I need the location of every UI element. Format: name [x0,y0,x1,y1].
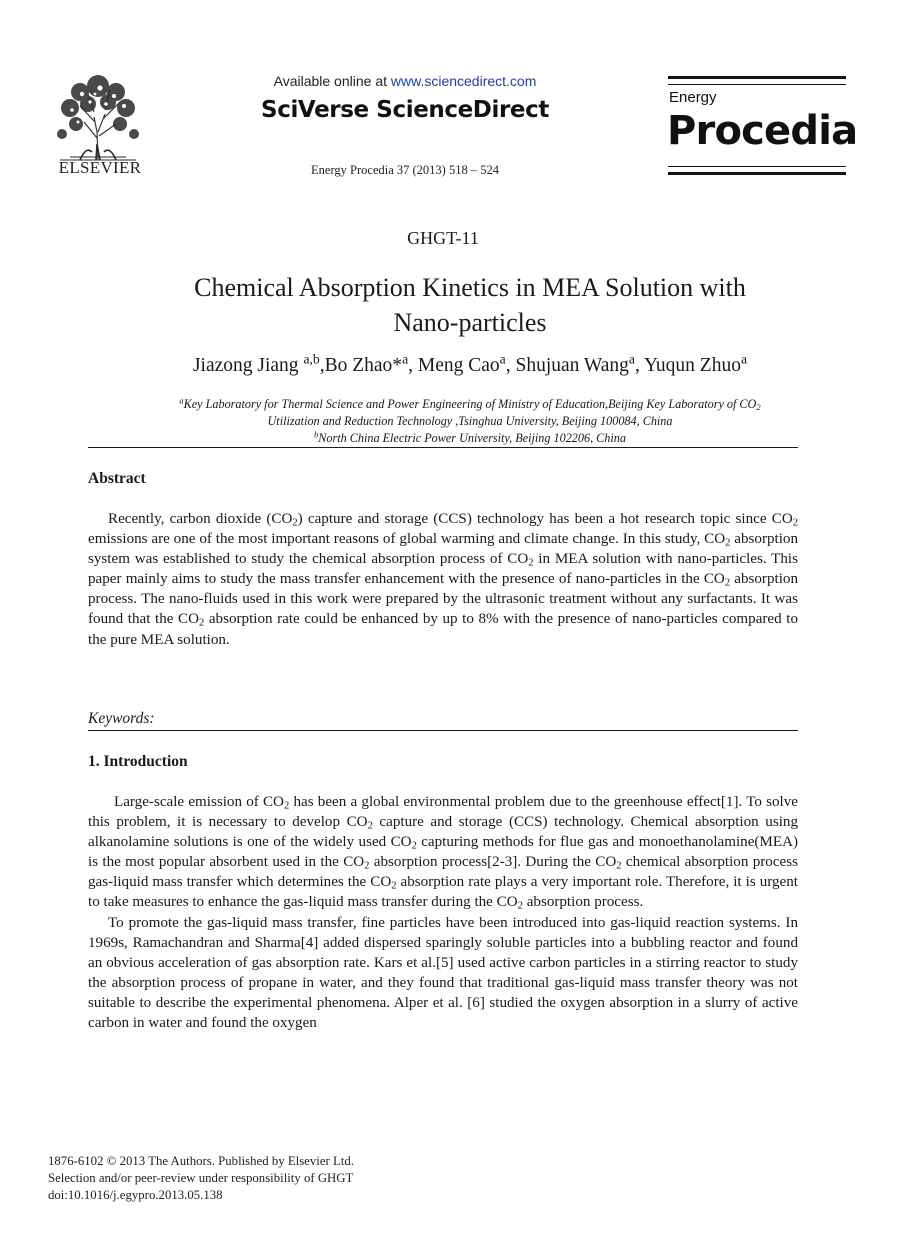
intro-paragraph-2: To promote the gas-liquid mass transfer, fine particles have been introduced into gas-liquid reaction systems. In 1969s, Ramachandran and Sharma[4] added dispersed sparingly soluble particles into a bubbling reactor and found an obvious acceleration of gas absorption rate. Kars et al.[5] used active carbon particles in a stirring reactor to study the absorption process of propane in water, and they found that traditional gas-liquid mass transfer theory was not suitable to describe the experimental phenomena. Alper et al. [6] studied the oxygen absorption in a slurry of active carbon in water and found the oxygen [88,914,798,1032]
journal-logo-bottom-rule [668,172,846,175]
elsevier-wordmark: ELSEVIER [58,158,142,177]
availability-prefix: Available online at [273,73,387,89]
author-affil-sup: a [628,351,635,367]
author-affil-sup: a [740,351,748,367]
journal-logo-rule-3 [668,166,846,167]
conference-name: GHGT-11 [407,228,479,248]
divider [88,730,798,731]
footer-line: 1876-6102 © 2013 The Authors. Published by Elsevier Ltd. [48,1154,354,1168]
author-name: Meng Cao [417,355,500,376]
author-name: Jiazong Jiang [192,355,299,376]
affil-marker: b [314,429,319,440]
abstract-body: Recently, carbon dioxide $(CO_2)$ capture and storage (CCS) technology has been a hot research topic since $CO_2$ emissions are one of the most important reasons of global warming and climate change. In this study, $CO_2$ absorption system was established to study the chemical absorption process of $CO_2$ in MEA solution with nano-particles. This paper mainly aims to study the mass transfer enhancement with the presence of nano-particles in the $CO_2$ absorption process. The nano-fluids used in this work were prepared by the ultrasonic treatment without any surfactants. It was found that the $CO_2$ absorption rate could be enhanced by up to 8% with the presence of nano-particles compared to the pure MEA solution. [88,511,798,648]
journal-logo-procedia: Procedia [667,108,858,154]
intro-paragraph-1: Large-scale emission of $CO_2$ has been a global environmental problem due to the greenhouse effect[1]. To solve this problem, it is necessary to develop $CO_2$ capture and storage (CCS) technology. Chemical absorption using alkanolamine solutions is one of the widely used $CO_2$ capturing methods for flue gas and monoethanolamine(MEA) is the most popular absorbent used in the $CO_2$ absorption process[2-3]. During the $CO_2$ chemical absorption process gas-liquid mass transfer which determines the $CO_2$ absorption rate plays a very important role. Therefore, it is urgent to take measures to enhance the gas-liquid mass transfer during the $CO_2$ absorption process. [88,794,799,913]
introduction-body [88,792,798,1033]
affil-text: North China Electric Power University, Beijing 102206, China [318,431,626,445]
paper-title [100,270,840,340]
elsevier-tree-icon [50,72,146,164]
affiliations [60,396,880,447]
copyright-footer [48,1153,354,1204]
affiliation-a [60,396,880,413]
affil-text: Key Laboratory for Thermal Science and Power Engineering of Ministry of Education,Beijing Key Laboratory of CO [183,397,757,411]
author-affil-sup: a,b [303,351,320,367]
abstract-heading: Abstract [88,470,146,487]
affiliation-a-cont: Utilization and Reduction Technology ,Tsinghua University, Beijing 100084, China [267,414,673,428]
title-line: Nano-particles [393,308,547,337]
availability-line [200,73,610,89]
journal-reference: Energy Procedia 37 (2013) 518 – 524 [311,163,499,177]
author-affil-sup: a [402,351,409,367]
divider [88,447,798,448]
footer-line: Selection and/or peer-review under responsibility of GHGT [48,1171,354,1185]
title-line: Chemical Absorption Kinetics in MEA Solution with [194,273,746,302]
author-name: Bo Zhao* [324,355,403,376]
keywords-label: Keywords: [88,710,155,727]
journal-logo-top-rule [668,76,846,79]
author-name: Yuqun Zhuo [644,355,741,376]
section-heading-introduction: 1. Introduction [88,753,188,770]
affiliation-b [60,430,880,447]
doi-link[interactable]: doi:10.1016/j.egypro.2013.05.138 [48,1188,223,1202]
affil-marker: a [179,395,184,406]
journal-logo-energy: Energy [669,89,717,106]
author-affil-sup: a [499,351,506,367]
author-list: Jiazong Jiang $^{a,b}$,Bo Zhao*$^a$, Meng Cao$^a$, Shujuan Wang$^a$, Yuqun Zhuo$^a$ [192,351,748,376]
author-name: Shujuan Wang [515,355,629,376]
platform-logo: SciVerse ScienceDirect [261,97,549,123]
affil-sub: 2 [756,402,761,413]
journal-logo-rule-2 [668,84,846,85]
sciencedirect-link[interactable]: www.sciencedirect.com [390,73,537,89]
